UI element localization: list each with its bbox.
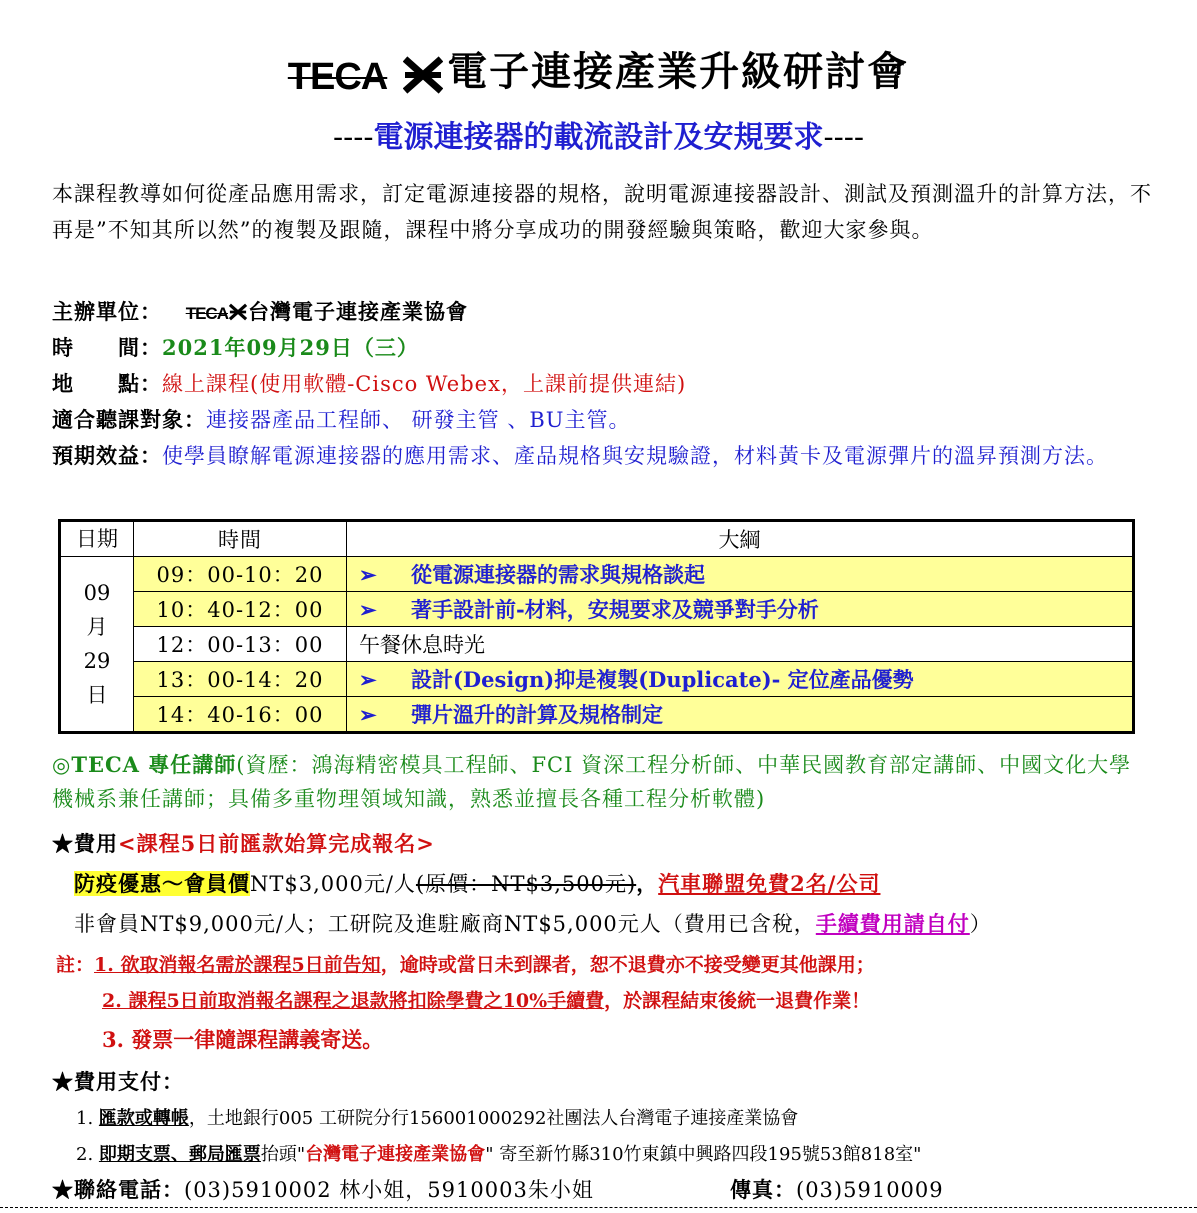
payment-heading: ★費用支付： — [52, 1069, 184, 1094]
table-row: 12：00-13：00 午餐休息時光 — [60, 627, 1134, 662]
benefit-line: 預期效益：使學員瞭解電源連接器的應用需求、產品規格與安規驗證，材料黃卡及電源彈片的溫昇預測方法。 — [52, 443, 1108, 468]
subtitle-text: 電源連接器的載流設計及安規要求 — [373, 120, 824, 155]
table-row: 10：40-12：00 ➢ 著手設計前-材料，安規要求及競爭對手分析 — [60, 592, 1134, 627]
schedule-table — [58, 519, 1135, 734]
alliance-free: 汽車聯盟免費2名/公司 — [658, 871, 881, 896]
place-line: 地 點：線上課程(使用軟體-Cisco Webex，上課前提供連結) — [52, 371, 687, 396]
arrow-icon: ➢ — [359, 562, 377, 587]
teca-logo-small: TECA — [185, 304, 228, 323]
teca-logo: TECA — [288, 52, 443, 99]
date-cell: 09 月 29 日 — [60, 557, 134, 733]
organizer-line: 主辦單位： TECA 台灣電子連接產業協會 — [52, 299, 468, 324]
teacher-info: ◎TECA 專任講師(資歷：鴻海精密模具工程師、FCI 資深工程分析師、中華民國教育部定講師、中國文化大學機械系兼任講師；具備多重物理領域知識，熟悉並擅長各種工程分析軟體) — [52, 752, 1132, 811]
arrow-icon: ➢ — [359, 667, 377, 692]
table-header-row — [60, 521, 1134, 557]
title-text: 電子連接產業升級研討會 — [447, 48, 910, 95]
header-time: 時間 — [134, 521, 347, 557]
table-row: 13：00-14：20 ➢ 設計(Design)抑是複製(Duplicate)- 定位產品優勢 — [60, 662, 1134, 697]
page-title — [0, 40, 1197, 99]
fax-line: 傳真：(03)5910009 — [730, 1177, 944, 1202]
fee-promo-line: 防疫優惠～會員價NT$3,000元/人(原價：NT$3,500元)，汽車聯盟免費2名/公司 — [74, 871, 881, 896]
header-outline: 大綱 — [347, 521, 1134, 557]
note-3: 3. 發票一律隨課程講義寄送。 — [102, 1027, 384, 1052]
note-1: 註：1. 欲取消報名需於課程5日前告知，逾時或當日未到課者，恕不退費亦不接受變更其他課用； — [56, 954, 875, 976]
arrow-icon: ➢ — [359, 702, 377, 727]
audience-line: 適合聽課對象：連接器產品工程師、 研發主管 、BU主管。 — [52, 407, 631, 432]
contact-line: ★聯絡電話：(03)5910002 林小姐，5910003朱小姐 — [52, 1177, 594, 1202]
teca-x-icon — [403, 55, 443, 95]
arrow-icon: ➢ — [359, 597, 377, 622]
fee-nonmember-line: 非會員NT$9,000元/人；工研院及進駐廠商NT$5,000元人（費用已含稅，手續費用請自付） — [74, 911, 992, 936]
teca-x-small-icon — [228, 303, 248, 321]
time-line: 時 間：2021年09月29日（三） — [52, 335, 419, 360]
intro-paragraph: 本課程教導如何從產品應用需求，訂定電源連接器的規格，說明電源連接器設計、測試及預測溫升的計算方法，不再是”不知其所以然”的複製及跟隨，課程中將分享成功的開發經驗與策略，歡迎大家參與。 — [52, 182, 1152, 242]
promo-label: 防疫優惠～會員價 — [74, 871, 250, 896]
payment-1: 1. 匯款或轉帳，土地銀行005 工研院分行156001000292社團法人台灣電子連接產業協會 — [76, 1108, 799, 1129]
header-date: 日期 — [60, 521, 134, 557]
subtitle: ----電源連接器的載流設計及安規要求---- — [332, 120, 865, 155]
fee-heading: ★費用<課程5日前匯款始算完成報名> — [52, 831, 435, 856]
note-2: 2. 課程5日前取消報名課程之退款將扣除學費之10%手續費，於課程結束後統一退費作業！ — [102, 990, 871, 1012]
table-row: 14：40-16：00 ➢ 彈片溫升的計算及規格制定 — [60, 697, 1134, 733]
table-row: 09 月 29 日 09：00-10：20 ➢ 從電源連接器的需求與規格談起 — [60, 557, 1134, 592]
cut-line — [0, 1207, 1197, 1208]
payment-2: 2. 即期支票、郵局匯票抬頭"台灣電子連接產業協會" 寄至新竹縣310竹東鎮中興路四段195號53館818室" — [76, 1144, 922, 1165]
